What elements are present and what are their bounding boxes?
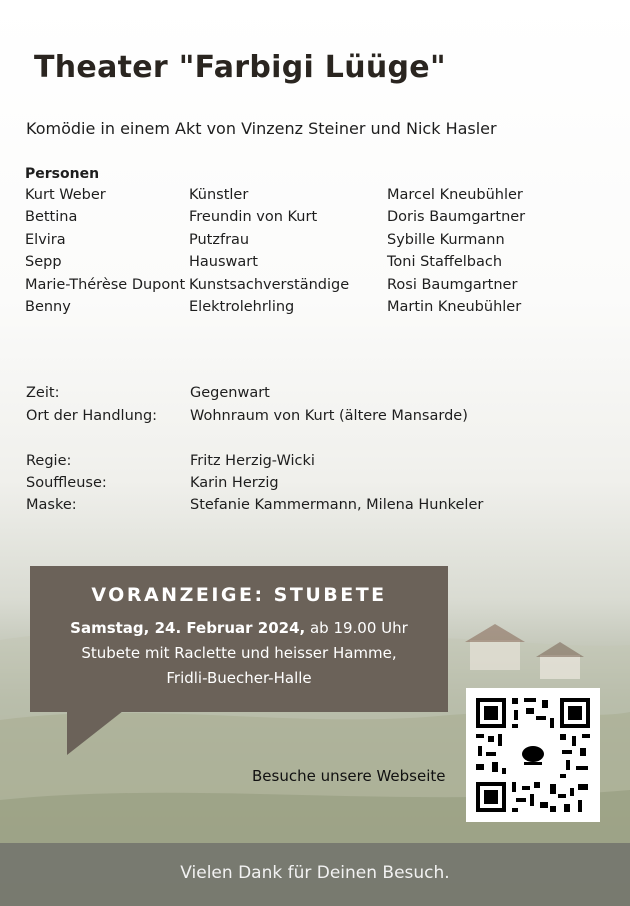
character-name: Elvira xyxy=(25,231,66,248)
character-role: Hauswart xyxy=(189,254,258,271)
actor-name: Toni Staffelbach xyxy=(387,254,503,271)
banner-line-3: Fridli-Buecher-Halle xyxy=(166,669,312,687)
cast-heading: Personen xyxy=(25,166,100,182)
qr-code[interactable] xyxy=(466,688,600,822)
subtitle: Komödie in einem Akt von Vinzenz Steiner und Nick Hasler xyxy=(26,119,497,138)
info-label: Maske: xyxy=(26,497,77,513)
info-label: Zeit: xyxy=(26,385,60,401)
character-role: Freundin von Kurt xyxy=(189,209,318,226)
info-value: Karin Herzig xyxy=(190,475,279,491)
character-role: Künstler xyxy=(189,187,249,203)
character-name: Sepp xyxy=(25,254,62,271)
banner-date-line xyxy=(30,619,448,637)
character-name: Bettina xyxy=(25,209,78,226)
actor-name: Marcel Kneubühler xyxy=(387,187,523,203)
website-prompt: Besuche unsere Webseite xyxy=(252,767,446,785)
info-value: Stefanie Kammermann, Milena Hunkeler xyxy=(190,497,484,513)
info-value: Fritz Herzig-Wicki xyxy=(190,453,315,469)
info-label: Souffleuse: xyxy=(26,475,107,491)
actor-name: Martin Kneubühler xyxy=(387,298,522,315)
info-value: Wohnraum von Kurt (ältere Mansarde) xyxy=(190,408,468,424)
character-name: Kurt Weber xyxy=(25,187,106,203)
actor-name: Sybille Kurmann xyxy=(387,231,505,248)
actor-name: Doris Baumgartner xyxy=(387,209,526,226)
banner-date: Samstag, 24. Februar 2024, xyxy=(70,619,306,637)
info-value: Gegenwart xyxy=(190,385,270,401)
character-role: Putzfrau xyxy=(189,231,250,248)
character-name: Benny xyxy=(25,298,71,315)
info-label: Ort der Handlung: xyxy=(26,408,158,424)
info-label: Regie: xyxy=(26,453,72,469)
banner-time: ab 19.00 Uhr xyxy=(305,619,408,637)
banner-tail xyxy=(67,711,123,755)
qr-code-graphic xyxy=(466,688,600,822)
page-title: Theater "Farbigi Lüüge" xyxy=(34,50,446,85)
announcement-banner xyxy=(30,566,448,712)
character-role: Elektrolehrling xyxy=(189,298,295,315)
character-name: Marie-Thérèse Dupont xyxy=(25,276,186,293)
actor-name: Rosi Baumgartner xyxy=(387,276,518,293)
footer-thanks: Vielen Dank für Deinen Besuch. xyxy=(180,863,450,883)
character-role: Kunstsachverständige xyxy=(189,276,350,293)
banner-title: VORANZEIGE: STUBETE xyxy=(91,584,387,606)
footer-bar xyxy=(0,843,630,906)
banner-line-2: Stubete mit Raclette und heisser Hamme, xyxy=(81,644,397,662)
